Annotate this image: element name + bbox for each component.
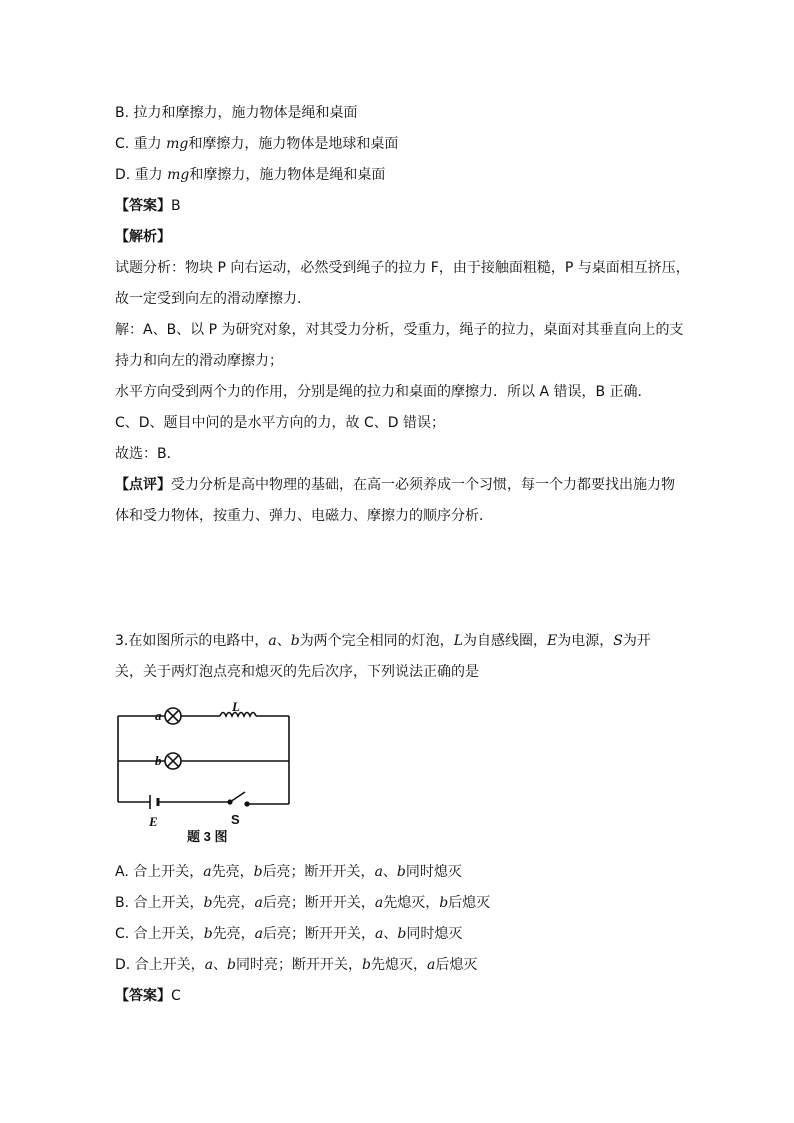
q2-analysis-line: 试题分析：物块 P 向右运动，必然受到绳子的拉力 F，由于接触面粗糙，P 与桌面相互挤压， xyxy=(115,260,690,276)
q3-option-c: C. 合上开关，b先亮，a后亮；断开开关，a、b同时熄灭 xyxy=(115,926,463,942)
label-S: S xyxy=(231,812,240,827)
q2-analysis-label: 【解析】 xyxy=(115,229,171,245)
q2-option-d: D. 重力 mg和摩擦力，施力物体是绳和桌面 xyxy=(115,167,386,183)
q2-analysis-line: C、D、题目中问的是水平方向的力，故 C、D 错误； xyxy=(115,415,446,431)
answer-label: 【答案】 xyxy=(115,198,171,214)
circuit-diagram xyxy=(112,698,302,848)
label-E: E xyxy=(149,814,158,829)
q3-option-a: A. 合上开关，a先亮，b后亮；断开开关，a、b同时熄灭 xyxy=(115,864,462,880)
q3-stem-line-1: 3.在如图所示的电路中，a、b为两个完全相同的灯泡，L为自感线圈，E为电源，S为开 xyxy=(115,633,651,649)
comment-label: 【点评】 xyxy=(115,477,171,493)
q2-option-b: B. 拉力和摩擦力，施力物体是绳和桌面 xyxy=(115,105,358,121)
q2-comment: 【点评】受力分析是高中物理的基础，在高一必须养成一个习惯，每一个力都要找出施力物 xyxy=(115,477,675,493)
label-L: L xyxy=(232,699,240,714)
answer-value: B xyxy=(171,198,181,214)
q2-analysis-line: 持力和向左的滑动摩擦力； xyxy=(115,353,283,369)
q3-option-d: D. 合上开关，a、b同时亮；断开开关，b先熄灭，a后熄灭 xyxy=(115,957,478,973)
q3-stem-line-2: 关，关于两灯泡点亮和熄灭的先后次序，下列说法正确的是 xyxy=(115,664,479,680)
q2-analysis-line: 故选：B． xyxy=(115,446,181,462)
q2-analysis-line: 水平方向受到两个力的作用，分别是绳的拉力和桌面的摩擦力．所以 A 错误，B 正确． xyxy=(115,384,652,400)
label-a: a xyxy=(155,708,162,723)
switch-icon xyxy=(228,792,249,806)
q2-comment-line: 体和受力物体，按重力、弹力、电磁力、摩擦力的顺序分析． xyxy=(115,508,493,524)
label-b: b xyxy=(155,753,162,768)
answer-value: C xyxy=(171,988,181,1004)
q3-answer xyxy=(115,986,181,1006)
q2-option-c: C. 重力 mg和摩擦力，施力物体是地球和桌面 xyxy=(115,136,399,152)
answer-label: 【答案】 xyxy=(115,988,171,1004)
lamp-b-icon xyxy=(165,753,181,769)
q2-analysis-line: 解：A、B、以 P 为研究对象，对其受力分析，受重力，绳子的拉力，桌面对其垂直向上的支 xyxy=(115,322,684,338)
lamp-a-icon xyxy=(165,708,181,724)
figure-caption: 题 3 图 xyxy=(187,829,228,844)
q2-analysis-line: 故一定受到向左的滑动摩擦力． xyxy=(115,291,311,307)
q2-answer xyxy=(115,196,181,216)
q3-option-b: B. 合上开关，b先亮，a后亮；断开开关，a先熄灭，b后熄灭 xyxy=(115,895,491,911)
battery-icon xyxy=(150,795,158,809)
